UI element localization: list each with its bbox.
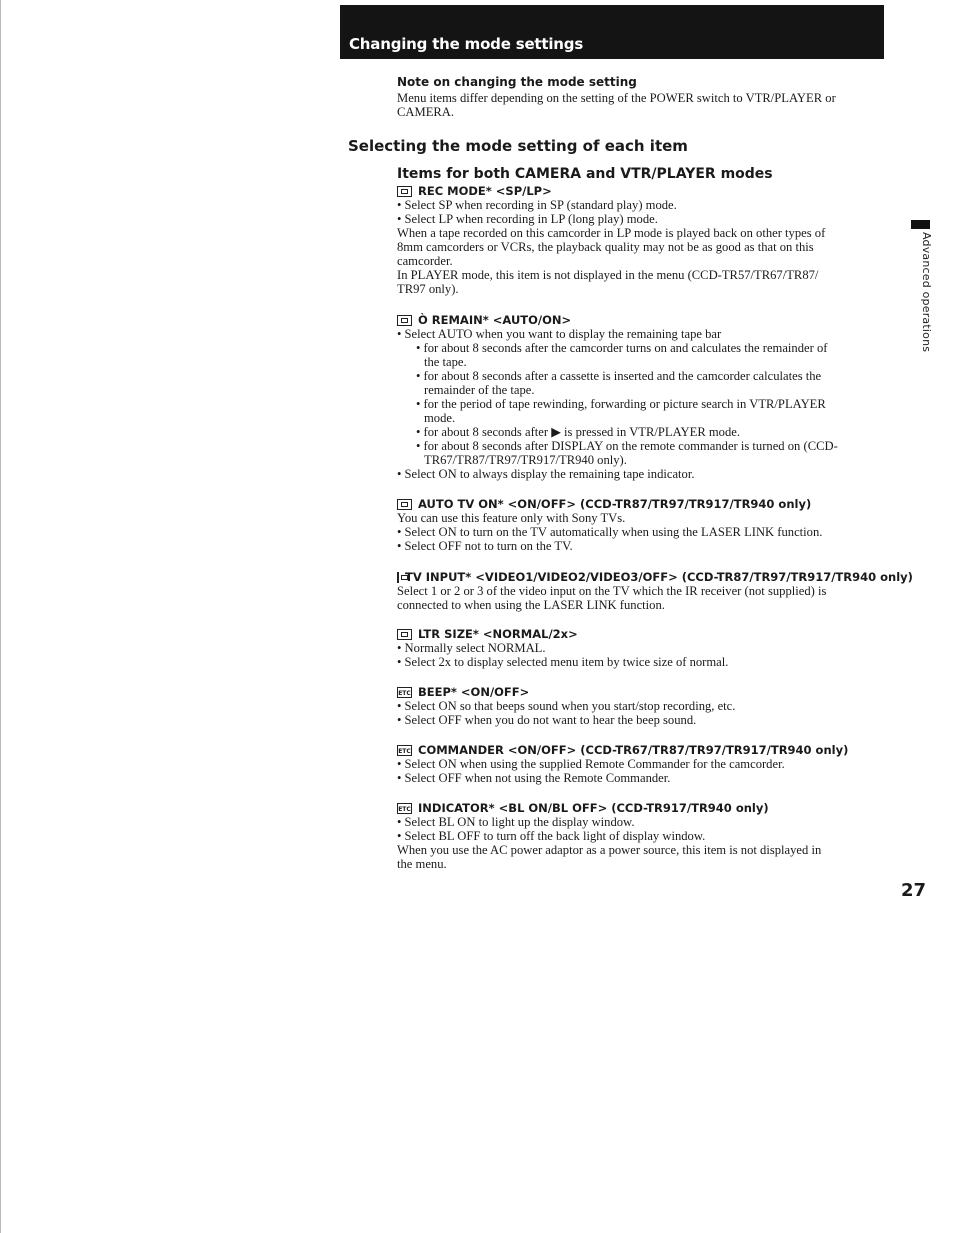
item-heading: AUTO TV ON* <ON/OFF> (CCD-TR87/TR97/TR917/TR940 only): [418, 497, 812, 511]
etc-icon: ETC: [397, 803, 412, 814]
item-line: • for about 8 seconds after ▶ is pressed in VTR/PLAYER mode.: [416, 425, 740, 439]
etc-icon: ETC: [397, 687, 412, 698]
camera-tape-icon: [397, 186, 412, 197]
item-line: • Select ON to always display the remaining tape indicator.: [397, 467, 695, 481]
item-line: • for about 8 seconds after a cassette is inserted and the camcorder calculates the: [416, 369, 822, 383]
item-heading: TV INPUT* <VIDEO1/VIDEO2/VIDEO3/OFF> (CCD-TR87/TR97/TR917/TR940 only): [405, 570, 913, 584]
item-line: mode.: [424, 411, 456, 425]
note-title: Note on changing the mode setting: [397, 75, 637, 89]
item-line: • Select AUTO when you want to display the remaining tape bar: [397, 327, 722, 341]
item-heading: COMMANDER <ON/OFF> (CCD-TR67/TR87/TR97/TR917/TR940 only): [418, 743, 849, 757]
page-edge-rule: [0, 0, 1, 1233]
item-heading: Ò REMAIN* <AUTO/ON>: [418, 313, 572, 327]
item-line: the tape.: [424, 355, 467, 369]
item-line: • Select ON when using the supplied Remote Commander for the camcorder.: [397, 757, 785, 771]
menu-item-rec-mode: [397, 184, 887, 296]
side-tab-marker: [911, 220, 930, 229]
item-heading: REC MODE* <SP/LP>: [418, 184, 552, 198]
item-line: camcorder.: [397, 254, 453, 268]
section-title: Selecting the mode setting of each item: [348, 137, 688, 155]
item-heading: BEEP* <ON/OFF>: [418, 685, 530, 699]
item-line: • Select BL ON to light up the display window.: [397, 815, 635, 829]
item-line: • Select ON so that beeps sound when you start/stop recording, etc.: [397, 699, 736, 713]
menu-item-commander: [397, 743, 887, 785]
item-line: • for about 8 seconds after the camcorder turns on and calculates the remainder of: [416, 341, 828, 355]
menu-item-auto-tv-on: [397, 497, 887, 553]
page-number: 27: [901, 880, 927, 901]
menu-item-ltr-size: [397, 627, 887, 669]
page-header-title: Changing the mode settings: [349, 35, 584, 53]
item-line: When you use the AC power adaptor as a power source, this item is not displayed in: [397, 843, 822, 857]
item-line: connected to when using the LASER LINK function.: [397, 598, 665, 612]
item-line: • for about 8 seconds after DISPLAY on the remote commander is turned on (CCD-: [416, 439, 838, 453]
menu-item-remain: [397, 313, 887, 481]
subsection-title: Items for both CAMERA and VTR/PLAYER modes: [397, 166, 773, 182]
item-heading: INDICATOR* <BL ON/BL OFF> (CCD-TR917/TR940 only): [418, 801, 769, 815]
item-line: • Select SP when recording in SP (standard play) mode.: [397, 198, 677, 212]
item-line: • Select BL OFF to turn off the back light of display window.: [397, 829, 706, 843]
menu-item-beep: [397, 685, 887, 727]
menu-item-indicator: [397, 801, 887, 871]
item-heading: LTR SIZE* <NORMAL/2x>: [418, 627, 578, 641]
item-line: 8mm camcorders or VCRs, the playback quality may not be as good as that on this: [397, 240, 814, 254]
item-line: • Select ON to turn on the TV automatically when using the LASER LINK function.: [397, 525, 823, 539]
item-line: remainder of the tape.: [424, 383, 535, 397]
tv-display-icon: [397, 499, 412, 510]
item-line: the menu.: [397, 857, 447, 871]
side-section-label: Advanced operations: [920, 232, 933, 353]
etc-icon: ETC: [397, 745, 412, 756]
tv-display-icon: [397, 572, 399, 583]
item-line: TR97 only).: [397, 282, 459, 296]
note-line: CAMERA.: [397, 105, 455, 119]
item-line: In PLAYER mode, this item is not displayed in the menu (CCD-TR57/TR67/TR87/: [397, 268, 819, 282]
item-line: • Select OFF when not using the Remote Commander.: [397, 771, 671, 785]
item-line: • Normally select NORMAL.: [397, 641, 546, 655]
item-line: When a tape recorded on this camcorder in LP mode is played back on other types of: [397, 226, 826, 240]
item-line: You can use this feature only with Sony TVs.: [397, 511, 626, 525]
menu-item-tv-input: [397, 570, 913, 612]
note-body: [397, 91, 887, 119]
tv-display-icon: [397, 629, 412, 640]
item-line: • Select OFF when you do not want to hear the beep sound.: [397, 713, 697, 727]
item-line: • for the period of tape rewinding, forwarding or picture search in VTR/PLAYER: [416, 397, 826, 411]
note-line: Menu items differ depending on the setting of the POWER switch to VTR/PLAYER or: [397, 91, 836, 105]
item-line: TR67/TR87/TR97/TR917/TR940 only).: [424, 453, 627, 467]
item-line: • Select LP when recording in LP (long play) mode.: [397, 212, 658, 226]
item-line: • Select OFF not to turn on the TV.: [397, 539, 573, 553]
camera-tape-icon: [397, 315, 412, 326]
item-line: Select 1 or 2 or 3 of the video input on the TV which the IR receiver (not supplied) is: [397, 584, 827, 598]
item-line: • Select 2x to display selected menu item by twice size of normal.: [397, 655, 729, 669]
